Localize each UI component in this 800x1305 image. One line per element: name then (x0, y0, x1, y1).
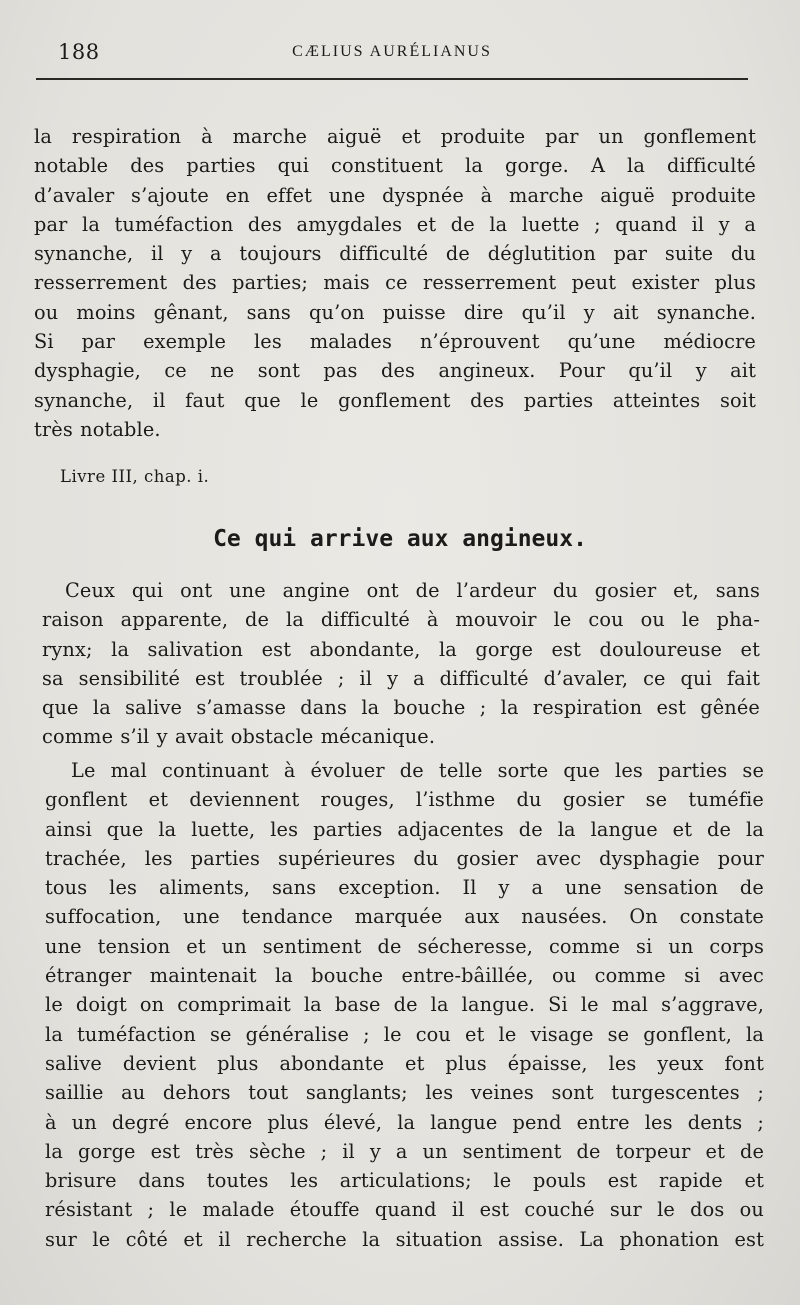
text-line: d’avaler s’ajoute en effet une dyspnée à marche aiguë produite (34, 183, 756, 207)
text-line: Ceux qui ont une angine ont de l’ardeur du gosier et, sans (65, 579, 760, 602)
page-number: 188 (58, 40, 100, 64)
section-heading: Ce qui arrive aux angineux. (213, 526, 587, 552)
text-line: brisure dans toutes les articulations; le pouls est rapide et (45, 1169, 764, 1193)
text-line: sur le côté et il recherche la situation assise. La phonation est (45, 1227, 764, 1251)
paragraph (45, 756, 764, 1254)
text-line: synanche, il faut que le gonflement des parties atteintes soit (34, 388, 756, 412)
running-title: CÆLIUS AURÉLIANUS (292, 43, 492, 60)
text-line: à un degré encore plus élevé, la langue pend entre les dents ; (45, 1110, 764, 1134)
text-line: comme s’il y avait obstacle mécanique. (42, 725, 436, 749)
text-line: resserrement des parties; mais ce resserrement peut exister plus (34, 271, 756, 295)
text-line: gonflent et deviennent rouges, l’isthme du gosier se tuméfie (45, 788, 764, 812)
source-reference: Livre III, chap. i. (60, 467, 210, 486)
text-line: très notable. (34, 417, 161, 441)
paragraph-continuation (34, 122, 756, 444)
text-line: synanche, il y a toujours difficulté de déglutition par suite du (34, 242, 756, 266)
text-line: notable des parties qui constituent la gorge. A la difficulté (34, 154, 756, 178)
text-line: trachée, les parties supérieures du gosier avec dysphagie pour (45, 846, 764, 870)
text-line: que la salive s’amasse dans la bouche ; la respiration est gênée (42, 696, 760, 720)
text-line: la respiration à marche aiguë et produite par un gonflement (34, 125, 756, 148)
text-line: sa sensibilité est troublée ; il y a difficulté d’avaler, ce qui fait (42, 666, 760, 690)
text-line: la tuméfaction se généralise ; le cou et le visage se gonflent, la (45, 1022, 764, 1046)
text-line: suffocation, une tendance marquée aux nausées. On constate (45, 905, 764, 929)
text-line: saillie au dehors tout sanglants; les veines sont turgescentes ; (45, 1081, 764, 1105)
text-line: tous les aliments, sans exception. Il y a une sensation de (45, 876, 764, 900)
text-line: une tension et un sentiment de sécheresse, comme si un corps (45, 934, 764, 958)
text-line: raison apparente, de la difficulté à mouvoir le cou ou le pha- (42, 608, 760, 632)
paragraph (42, 576, 760, 752)
text-line: rynx; la salivation est abondante, la gorge est douloureuse et (42, 637, 760, 661)
text-line: la gorge est très sèche ; il y a un sentiment de torpeur et de (45, 1139, 764, 1163)
text-line: salive devient plus abondante et plus épaisse, les yeux font (45, 1051, 764, 1075)
text-line: ou moins gênant, sans qu’on puisse dire qu’il y ait synanche. (34, 300, 756, 324)
text-line: étranger maintenait la bouche entre-bâillée, ou comme si avec (45, 964, 764, 988)
header-rule (36, 78, 748, 80)
text-line: Le mal continuant à évoluer de telle sorte que les parties se (71, 759, 764, 782)
text-line: par la tuméfaction des amygdales et de la luette ; quand il y a (34, 212, 756, 236)
page-header (36, 38, 748, 74)
text-line: résistant ; le malade étouffe quand il est couché sur le dos ou (45, 1198, 764, 1222)
text-line: le doigt on comprimait la base de la langue. Si le mal s’aggrave, (45, 993, 764, 1017)
text-line: Si par exemple les malades n’éprouvent qu’une médiocre (34, 330, 756, 354)
text-line: dysphagie, ce ne sont pas des angineux. Pour qu’il y ait (34, 359, 756, 383)
text-line: ainsi que la luette, les parties adjacentes de la langue et de la (45, 817, 764, 841)
